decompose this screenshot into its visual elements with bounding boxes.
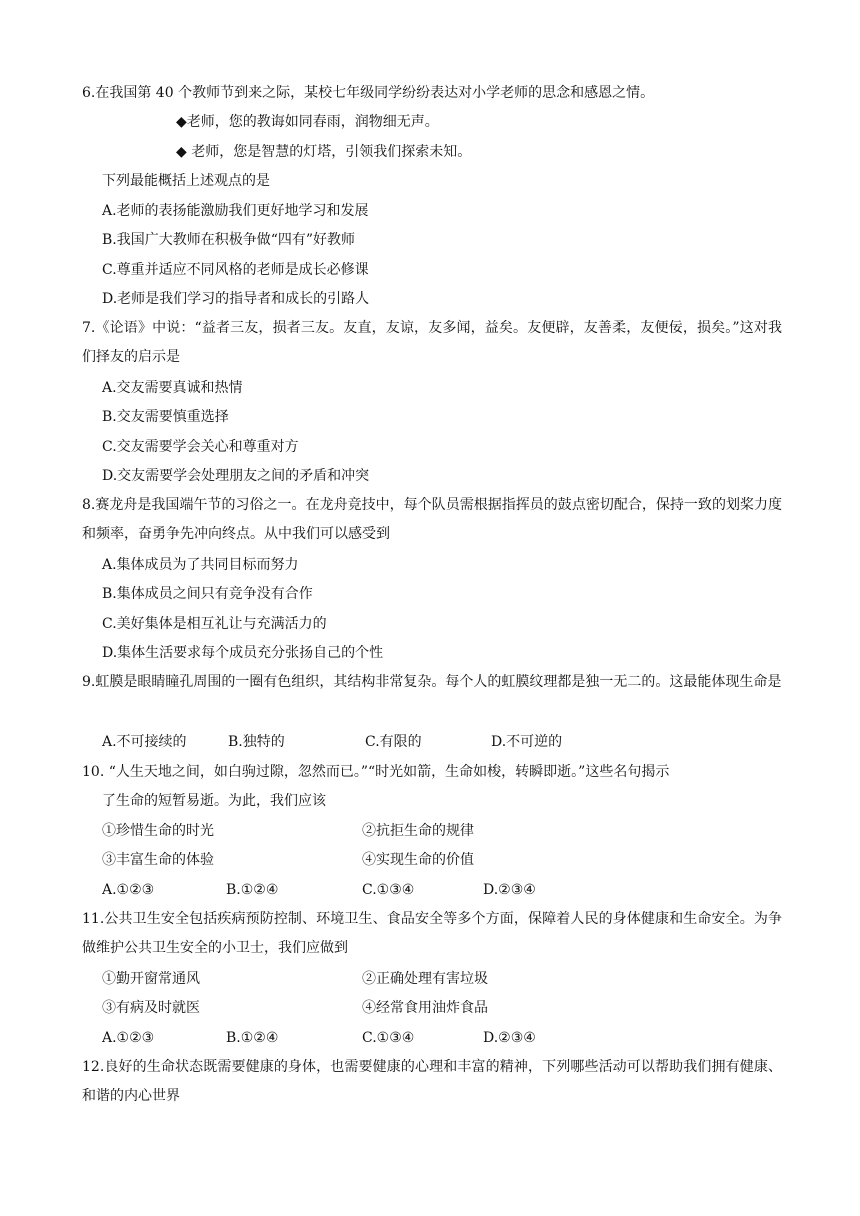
- q7-stem: 7.《论语》中说：“益者三友，损者三友。友直，友谅，友多闻，益矣。友便辟，友善柔，友便佞，损矣。”这对我们择友的启示是: [82, 320, 782, 365]
- q9-option-a: A.不可接续的: [102, 734, 187, 750]
- q6-quote-2: ◆ 老师，您是智慧的灯塔，引领我们探索未知。: [176, 144, 472, 160]
- q12-stem: 12.良好的生命状态既需要健康的身体，也需要健康的心理和丰富的精神，下列哪些活动可以帮助我们拥有健康、和谐的内心世界: [82, 1059, 782, 1104]
- q9-stem: 9.虹膜是眼睛瞳孔周围的一圈有色组织，其结构非常复杂。每个人的虹膜纹理都是独一无二的。这最能体现生命是: [82, 674, 782, 690]
- q7-option-c: C.交友需要学会关心和尊重对方: [102, 439, 299, 455]
- q10-item-1: ①珍惜生命的时光: [102, 823, 214, 839]
- q8-option-c: C.美好集体是相互礼让与充满活力的: [102, 616, 327, 632]
- q11-option-d: D.②③④: [483, 1030, 536, 1046]
- q10-stem: 10. “人生天地之间，如白驹过隙，忽然而已。”“时光如箭，生命如梭，转瞬即逝。”这些名句揭示: [82, 764, 670, 780]
- q10-item-3: ③丰富生命的体验: [102, 852, 214, 868]
- q8-option-b: B.集体成员之间只有竞争没有合作: [102, 586, 313, 602]
- q10-option-a: A.①②③: [102, 882, 155, 898]
- q8-stem: 8.赛龙舟是我国端午节的习俗之一。在龙舟竞技中，每个队员需根据指挥员的鼓点密切配合，保持一致的划桨力度和频率，奋勇争先冲向终点。从中我们可以感受到: [82, 497, 782, 542]
- q7-option-d: D.交友需要学会处理朋友之间的矛盾和冲突: [102, 468, 370, 484]
- q9-option-c: C.有限的: [365, 734, 422, 750]
- q11-option-a: A.①②③: [102, 1030, 155, 1046]
- q8-option-d: D.集体生活要求每个成员充分张扬自己的个性: [102, 645, 384, 661]
- q6-option-c: C.尊重并适应不同风格的老师是成长必修课: [102, 262, 369, 278]
- q6-ask: 下列最能概括上述观点的是: [102, 173, 270, 189]
- q11-item-3: ③有病及时就医: [102, 1000, 200, 1016]
- q11-item-2: ②正确处理有害垃圾: [362, 971, 488, 987]
- q10-item-4: ④实现生命的价值: [362, 852, 474, 868]
- q11-option-c: C.①③④: [362, 1030, 415, 1046]
- q11-item-4: ④经常食用油炸食品: [362, 1000, 488, 1016]
- q6-stem: 6.在我国第 40 个教师节到来之际，某校七年级同学纷纷表达对小学老师的思念和感恩之情。: [82, 85, 655, 101]
- q6-option-a: A.老师的表扬能激励我们更好地学习和发展: [102, 203, 369, 219]
- q10-option-d: D.②③④: [483, 882, 536, 898]
- q6-quote-1: ◆老师，您的教诲如同春雨，润物细无声。: [176, 114, 439, 130]
- q11-option-b: B.①②④: [226, 1030, 279, 1046]
- q9-option-d: D.不可逆的: [491, 734, 563, 750]
- q6-option-b: B.我国广大教师在积极争做“四有”好教师: [102, 232, 356, 248]
- q10-item-2: ②抗拒生命的规律: [362, 823, 474, 839]
- q6-option-d: D.老师是我们学习的指导者和成长的引路人: [102, 291, 370, 307]
- q10-stem-continued: 了生命的短暂易逝。为此，我们应该: [102, 793, 326, 809]
- q10-option-c: C.①③④: [362, 882, 415, 898]
- q7-option-a: A.交友需要真诚和热情: [102, 380, 243, 396]
- q10-option-b: B.①②④: [226, 882, 279, 898]
- q7-option-b: B.交友需要慎重选择: [102, 409, 229, 425]
- q9-option-b: B.独特的: [228, 734, 285, 750]
- q11-item-1-row: ①勤开窗常通风: [102, 971, 200, 987]
- q8-option-a: A.集体成员为了共同目标而努力: [102, 557, 299, 573]
- q11-stem: 11.公共卫生安全包括疾病预防控制、环境卫生、食品安全等多个方面，保障着人民的身体健康和生命安全。为争做维护公共卫生安全的小卫士，我们应做到: [82, 911, 782, 956]
